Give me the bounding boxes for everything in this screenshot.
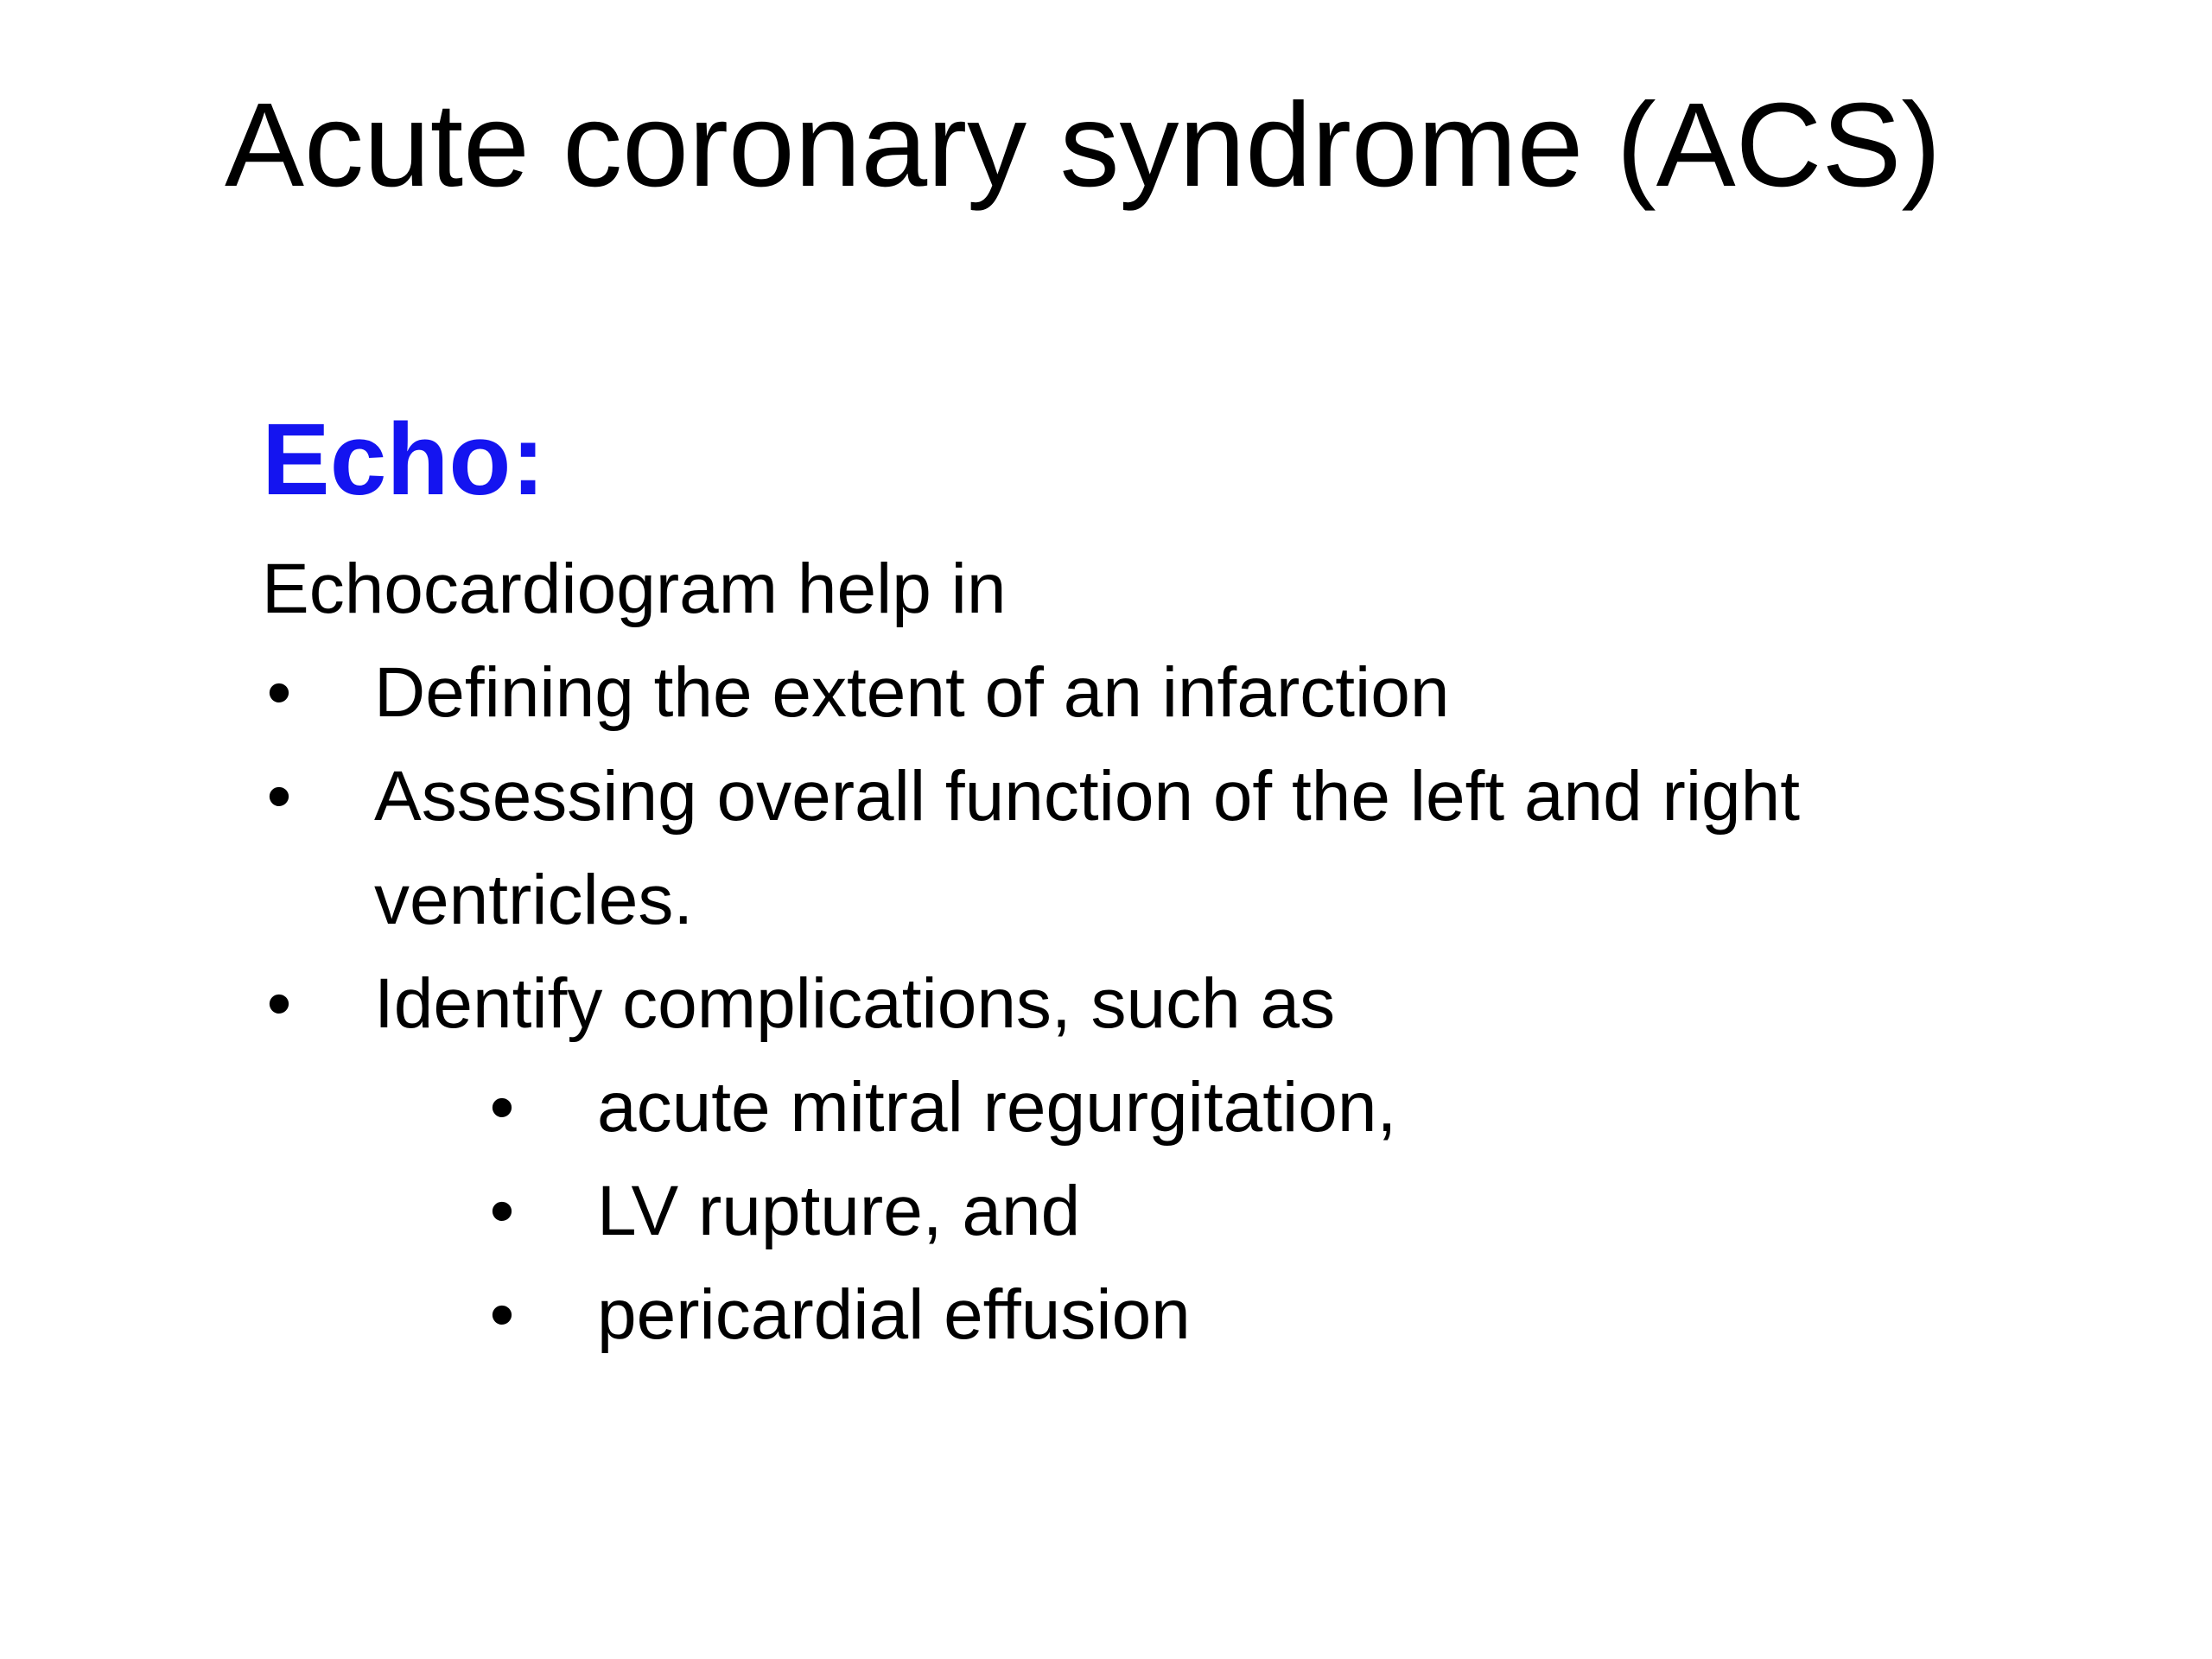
bullet-icon: • bbox=[489, 1172, 515, 1250]
bullet-text: Assessing overall function of the left and right ventricles. bbox=[374, 757, 1801, 939]
section-heading: Echo: bbox=[262, 403, 545, 517]
sub-bullet-list bbox=[485, 1056, 1929, 1367]
slide-title: Acute coronary syndrome (ACS) bbox=[225, 79, 1942, 212]
bullet-icon: • bbox=[266, 653, 292, 732]
bullet-icon: • bbox=[489, 1068, 515, 1147]
bullet-icon: • bbox=[266, 757, 292, 836]
sub-bullet-item bbox=[485, 1160, 1893, 1263]
sub-bullet-text: LV rupture, and bbox=[597, 1172, 1081, 1250]
bullet-item bbox=[262, 641, 1929, 745]
sub-bullet-item bbox=[485, 1056, 1893, 1160]
sub-bullet-item bbox=[485, 1263, 1893, 1367]
bullet-text: Defining the extent of an infarction bbox=[374, 653, 1450, 732]
bullet-text: Identify complications, such as bbox=[374, 964, 1336, 1043]
slide-body bbox=[262, 537, 1990, 1367]
bullet-item bbox=[262, 745, 1929, 952]
bullet-list bbox=[262, 641, 1990, 1367]
bullet-icon: • bbox=[266, 964, 292, 1043]
sub-bullet-text: pericardial effusion bbox=[597, 1275, 1191, 1354]
intro-text: Echocardiogram help in bbox=[262, 550, 1007, 628]
bullet-item bbox=[262, 952, 1929, 1367]
bullet-icon: • bbox=[489, 1275, 515, 1354]
sub-bullet-text: acute mitral regurgitation, bbox=[597, 1068, 1397, 1147]
